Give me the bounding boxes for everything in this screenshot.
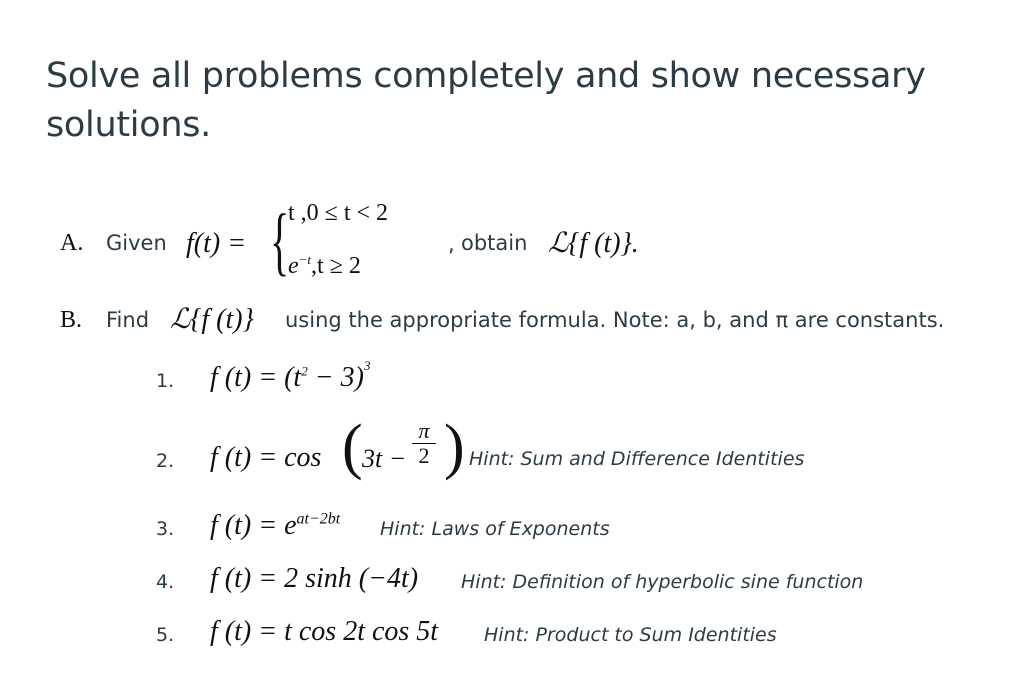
part-a-given-label: Given xyxy=(106,231,167,255)
part-b-laplace-transform: ℒ{f (t)} xyxy=(170,304,254,335)
problem-4-number: 4. xyxy=(156,571,175,593)
problem-3-hint: Hint: Laws of Exponents xyxy=(380,518,610,540)
problem-4-formula: f (t) = 2 sinh (−4t) xyxy=(210,563,419,594)
problem-2-argument: 3t − xyxy=(362,444,407,473)
part-a-function-lhs: f(t) = xyxy=(186,228,247,259)
problem-2-hint: Hint: Sum and Difference Identities xyxy=(469,448,805,470)
problem-3-formula xyxy=(210,510,340,542)
problem-3-number: 3. xyxy=(156,518,175,540)
piecewise-brace: { xyxy=(270,197,290,284)
part-a-comma: , xyxy=(448,232,455,256)
problem-2-open-paren: ( xyxy=(342,413,363,481)
case-2-exponent: −t xyxy=(298,252,312,267)
problem-5-number: 5. xyxy=(156,624,175,646)
problem-4-hint: Hint: Definition of hyperbolic sine function xyxy=(461,571,864,593)
problem-5-hint: Hint: Product to Sum Identities xyxy=(484,624,777,646)
problem-1-lhs: f (t) = (t xyxy=(210,362,302,393)
part-b-instructions: using the appropriate formula. Note: a, b, and π are constants. xyxy=(285,308,945,332)
piecewise-case-2 xyxy=(288,252,361,280)
fraction-denominator: 2 xyxy=(418,443,430,468)
problem-1-outer-exponent: 3 xyxy=(363,357,371,373)
part-a-laplace-transform: ℒ{f (t)}. xyxy=(548,228,639,259)
problem-3-lhs: f (t) = e xyxy=(210,510,297,541)
problem-2-lhs: f (t) = cos xyxy=(210,442,322,473)
part-b-find-label: Find xyxy=(106,308,150,332)
problem-1-inner-exponent: 2 xyxy=(301,363,308,379)
fraction xyxy=(412,420,436,467)
piecewise-case-1: t ,0 ≤ t < 2 xyxy=(288,200,389,226)
problem-2-fraction xyxy=(412,420,436,467)
part-a-obtain-label: obtain xyxy=(461,231,528,255)
problem-2-close-paren: ) xyxy=(444,413,465,481)
problem-2-number: 2. xyxy=(156,450,175,472)
fraction-numerator: π xyxy=(418,418,430,443)
heading-line-2: solutions. xyxy=(46,105,211,145)
part-b-marker: B. xyxy=(60,307,83,333)
problem-1-number: 1. xyxy=(156,370,175,392)
page-heading xyxy=(46,52,926,150)
case-2-base: e xyxy=(288,253,299,279)
heading-line-1: Solve all problems completely and show necessary xyxy=(46,56,926,96)
case-2-condition: ,t ≥ 2 xyxy=(311,253,361,279)
problem-3-exponent: at−2bt xyxy=(296,510,341,528)
problem-1-mid: − 3) xyxy=(307,362,364,393)
problem-5-formula: f (t) = t cos 2t cos 5t xyxy=(210,616,439,647)
part-a-marker: A. xyxy=(60,230,84,256)
problem-1-formula xyxy=(210,357,371,394)
